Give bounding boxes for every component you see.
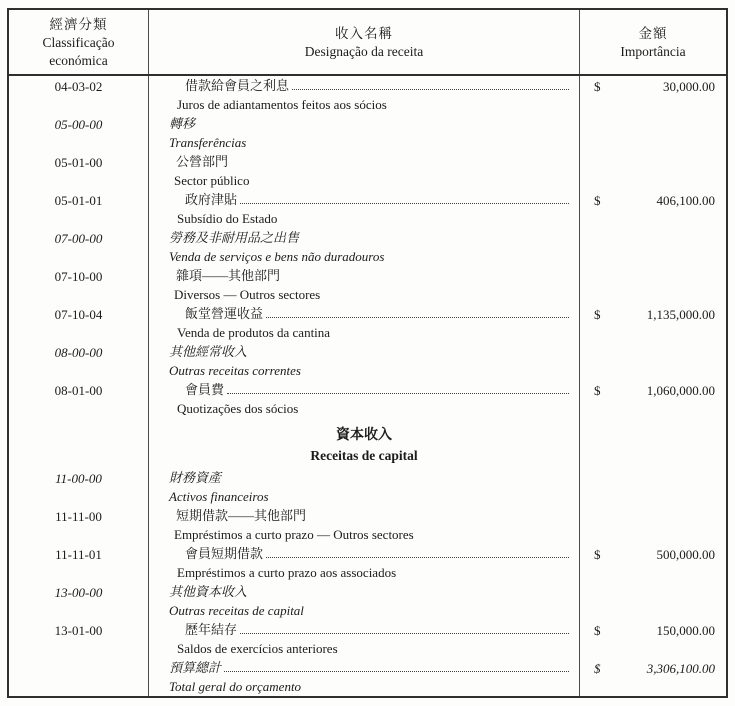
classification-code: 13-00-00 [54,585,103,600]
table-row [9,506,726,544]
classification-cell [9,582,148,620]
classification-code: 11-11-00 [55,509,102,524]
amount-value: 3,306,100.00 [646,661,715,676]
designation-zh: 勞務及非耐用品之出售 [169,230,300,245]
classification-code: 05-01-01 [54,193,103,208]
currency-symbol: $ [594,79,601,94]
amount-cell [580,658,726,696]
classification-cell [9,506,148,544]
designation-zh: 會員費 [185,382,225,397]
table-row [9,468,726,506]
designation-pt: Diversos — Outros sectores [174,287,321,302]
designation-pt-line [149,399,573,418]
designation-pt-line [149,133,573,152]
section-header-cell [148,418,580,468]
designation-pt: Empréstimos a curto prazo — Outros sectores [174,527,414,542]
amount-value: 150,000.00 [656,623,715,638]
budget-revenue-table [7,8,728,698]
currency-symbol: $ [594,193,601,208]
amount-cell [580,190,726,228]
section-title-pt: Receitas de capital [310,448,418,463]
amount-cell [580,620,726,658]
designation-pt-line [149,487,573,506]
designation-zh-line [149,342,573,361]
designation-zh: 雜項——其他部門 [176,268,281,283]
designation-cell [148,380,580,418]
table-row [9,152,726,190]
classification-code: 13-01-00 [54,623,103,638]
designation-zh: 政府津貼 [185,192,238,207]
table-row [9,544,726,582]
designation-zh-line [149,304,573,323]
amount-cell [580,304,726,342]
classification-code: 07-10-00 [54,269,103,284]
amount-cell [580,114,726,152]
amount-cell [580,506,726,544]
classification-cell [9,658,148,696]
designation-pt-line [149,247,573,266]
classification-code: 11-11-01 [55,547,102,562]
designation-zh-line [149,582,573,601]
table-row [9,582,726,620]
designation-cell [148,76,580,114]
designation-zh-line [149,658,573,677]
amount-cell [580,152,726,190]
classification-code: 05-00-00 [54,117,103,132]
designation-pt-line [149,361,573,380]
table-row [9,114,726,152]
designation-zh-line [149,620,573,639]
designation-zh: 歷年結存 [185,622,238,637]
designation-pt: Venda de serviços e bens não duradouros [169,249,385,264]
currency-symbol: $ [594,307,601,322]
designation-zh: 轉移 [169,116,196,131]
classification-code: 07-00-00 [54,231,103,246]
table-row [9,228,726,266]
classification-cell [9,76,148,114]
amount-cell [580,468,726,506]
designation-pt-line [149,677,573,696]
amount-value: 1,060,000.00 [646,383,715,398]
classification-code: 07-10-04 [54,307,103,322]
currency-symbol: $ [594,383,601,398]
designation-zh: 預算總計 [169,660,222,675]
header-designation-pt: Designação da receita [304,43,424,59]
classification-cell [9,304,148,342]
designation-pt: Sector público [174,173,250,188]
designation-pt-line [149,323,573,342]
designation-cell [148,544,580,582]
designation-zh: 其他經常收入 [169,344,248,359]
designation-pt: Outras receitas de capital [169,603,304,618]
designation-pt: Saldos de exercícios anteriores [177,641,338,656]
designation-zh-line [149,114,573,133]
amount-value: 406,100.00 [656,193,715,208]
designation-zh-line [149,190,573,209]
designation-pt: Transferências [169,135,247,150]
designation-cell [148,506,580,544]
header-classification [9,10,148,74]
dot-leader [240,203,569,204]
designation-pt-line [149,563,573,582]
classification-code: 05-01-00 [54,155,103,170]
dot-leader [292,89,569,90]
dot-leader [227,393,569,394]
table-row [9,342,726,380]
classification-code: 08-01-00 [54,383,103,398]
designation-zh-line [149,468,573,487]
designation-zh: 會員短期借款 [185,546,264,561]
header-amount-zh: 金額 [638,25,668,41]
header-amount [580,10,726,74]
classification-cell [9,380,148,418]
empty-amount-cell [580,418,726,468]
designation-zh-line [149,76,573,95]
classification-code: 11-00-00 [55,471,102,486]
designation-pt: Empréstimos a curto prazo aos associados [177,565,397,580]
designation-pt-line [149,95,573,114]
amount-cell [580,228,726,266]
designation-cell [148,266,580,304]
classification-cell [9,544,148,582]
dot-leader [240,633,569,634]
designation-pt-line [149,209,573,228]
currency-symbol: $ [594,661,601,676]
designation-cell [148,658,580,696]
amount-cell [580,380,726,418]
classification-cell [9,114,148,152]
classification-cell [9,228,148,266]
amount-cell [580,544,726,582]
designation-pt: Outras receitas correntes [169,363,301,378]
designation-pt-line [149,601,573,620]
currency-symbol: $ [594,623,601,638]
designation-cell [148,342,580,380]
designation-pt-line [149,525,573,544]
header-classification-pt2: económica [49,52,108,68]
header-designation-zh: 收入名稱 [335,25,393,41]
designation-cell [148,468,580,506]
designation-zh-line [149,152,573,171]
classification-cell [9,266,148,304]
designation-pt: Total geral do orçamento [169,679,302,694]
designation-cell [148,304,580,342]
section-header-row [9,418,726,468]
designation-cell [148,228,580,266]
designation-zh-line [149,380,573,399]
designation-zh: 其他資本收入 [169,584,248,599]
designation-pt: Venda de produtos da cantina [177,325,331,340]
table-row [9,266,726,304]
header-amount-pt: Importância [620,43,686,59]
table-row [9,76,726,114]
amount-cell [580,342,726,380]
amount-value: 500,000.00 [656,547,715,562]
amount-cell [580,76,726,114]
header-classification-zh: 經濟分類 [49,16,108,32]
designation-cell [148,620,580,658]
designation-zh: 短期借款——其他部門 [176,508,307,523]
designation-zh-line [149,266,573,285]
dot-leader [224,671,569,672]
designation-cell [148,152,580,190]
classification-cell [9,152,148,190]
table-header [9,10,726,76]
amount-cell [580,582,726,620]
designation-zh-line [149,506,573,525]
table-row [9,658,726,696]
classification-cell [9,620,148,658]
designation-pt: Subsídio do Estado [177,211,278,226]
designation-pt-line [149,639,573,658]
currency-symbol: $ [594,547,601,562]
classification-cell [9,342,148,380]
table-row [9,304,726,342]
table-body [9,76,726,696]
designation-cell [148,114,580,152]
designation-zh: 飯堂營運收益 [185,306,264,321]
classification-code: 08-00-00 [54,345,103,360]
dot-leader [266,317,569,318]
designation-cell [148,582,580,620]
header-classification-pt1: Classificação [42,34,115,50]
empty-classification-cell [9,418,148,468]
designation-pt-line [149,171,573,190]
classification-code: 04-03-02 [54,79,103,94]
designation-zh-line [149,544,573,563]
header-designation [148,10,580,74]
designation-zh-line [149,228,573,247]
designation-pt-line [149,285,573,304]
table-row [9,620,726,658]
classification-cell [9,190,148,228]
designation-cell [148,190,580,228]
designation-zh: 公營部門 [176,154,229,169]
designation-pt: Juros de adiantamentos feitos aos sócios [177,97,387,112]
amount-value: 30,000.00 [663,79,715,94]
designation-pt: Quotizações dos sócios [177,401,299,416]
table-row [9,190,726,228]
designation-zh: 借款給會員之利息 [185,78,290,93]
table-row [9,380,726,418]
designation-pt: Activos financeiros [169,489,269,504]
amount-value: 1,135,000.00 [646,307,715,322]
section-title-zh: 資本收入 [336,428,392,443]
classification-cell [9,468,148,506]
designation-zh: 財務資產 [169,470,222,485]
dot-leader [266,557,569,558]
amount-cell [580,266,726,304]
